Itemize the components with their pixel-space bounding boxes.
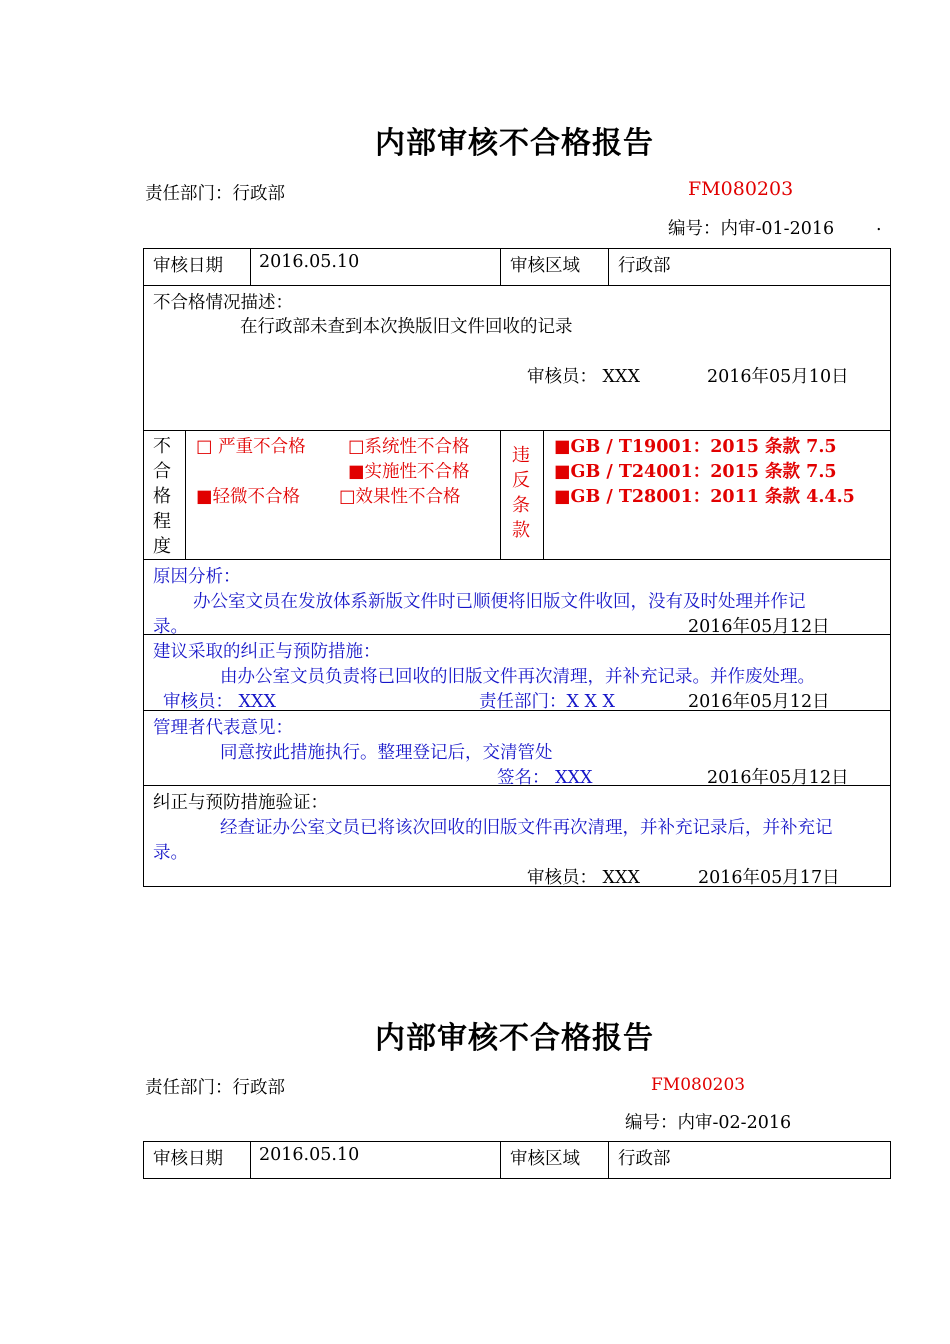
clauses-cell [544, 431, 891, 560]
cause-label: 原因分析： [153, 567, 241, 587]
audit-area-cell [609, 249, 891, 286]
description-auditor: 审核员： XXX [527, 367, 640, 387]
manager-opinion-cell [144, 711, 891, 786]
severity-label-cell [144, 431, 186, 560]
verification-text-continued: 录。 [153, 843, 188, 863]
nonconformity-report-table [143, 1141, 891, 1179]
violated-clause-label: 违 反 条 款 [512, 445, 530, 541]
responsible-department: 责任部门：行政部 [145, 184, 285, 204]
clause-item: ■GB / T19001：2015 条款 7.5 [554, 437, 837, 457]
audit-area-value: 行政部 [618, 256, 671, 276]
manager-text: 同意按此措施执行。整理登记后，交清管处 [220, 743, 553, 763]
serial-number: 编号：内审-02-2016 [625, 1113, 792, 1133]
severity-label: 不 合 格 程 度 [153, 436, 171, 557]
action-responsible-department: 责任部门：X X X [479, 692, 616, 712]
audit-date-value: 2016.05.10 [259, 252, 360, 272]
form-code: FM080203 [651, 1075, 746, 1095]
severity-serious: □ 严重不合格 [196, 437, 306, 457]
cause-text: 办公室文员在发放体系新版文件时已顺便将旧版文件收回，没有及时处理并作记 [193, 592, 806, 612]
description-cell [144, 286, 891, 431]
report-title: 内部审核不合格报告 [375, 1021, 654, 1056]
form-code: FM080203 [688, 178, 794, 200]
verification-text: 经查证办公室文员已将该次回收的旧版文件再次清理，并补充记录后，并补充记 [220, 818, 833, 838]
severity-options-cell [186, 431, 501, 560]
description-label: 不合格情况描述： [153, 293, 293, 313]
manager-label: 管理者代表意见： [153, 718, 293, 738]
action-text: 由办公室文员负责将已回收的旧版文件再次清理，并补充记录。并作废处理。 [220, 667, 815, 687]
verification-cell [144, 786, 891, 887]
verification-label: 纠正与预防措施验证： [153, 793, 328, 813]
audit-area-label: 审核区域 [510, 256, 580, 276]
audit-area-label-cell [501, 1142, 609, 1179]
audit-area-value: 行政部 [618, 1149, 671, 1169]
corrective-action-cell [144, 635, 891, 711]
audit-date-cell [251, 1142, 501, 1179]
severity-effectiveness: □效果性不合格 [339, 487, 461, 507]
clause-item: ■GB / T28001：2011 条款 4.4.5 [554, 487, 855, 507]
audit-date-label-cell [144, 1142, 251, 1179]
action-auditor: 审核员： XXX [163, 692, 276, 712]
verification-date: 2016年05月17日 [698, 868, 840, 888]
audit-date-value: 2016.05.10 [259, 1145, 360, 1165]
clause-label-cell [501, 431, 544, 560]
clause-item: ■GB / T24001：2015 条款 7.5 [554, 462, 837, 482]
description-text: 在行政部未查到本次换版旧文件回收的记录 [240, 317, 573, 337]
action-date: 2016年05月12日 [688, 692, 830, 712]
trailing-dot: . [876, 215, 882, 235]
audit-date-label: 审核日期 [153, 256, 223, 276]
cause-date: 2016年05月12日 [688, 617, 830, 637]
description-date: 2016年05月10日 [707, 367, 849, 387]
verification-auditor: 审核员： XXX [527, 868, 640, 888]
audit-date-cell [251, 249, 501, 286]
action-label: 建议采取的纠正与预防措施： [153, 642, 381, 662]
audit-date-label-cell [144, 249, 251, 286]
audit-area-cell [609, 1142, 891, 1179]
audit-date-label: 审核日期 [153, 1149, 223, 1169]
cause-analysis-cell [144, 560, 891, 635]
report-title: 内部审核不合格报告 [375, 126, 654, 161]
serial-number: 编号：内审-01-2016 [668, 219, 835, 239]
manager-date: 2016年05月12日 [707, 768, 849, 788]
manager-signature: 签名： XXX [497, 768, 593, 788]
nonconformity-report-table [143, 248, 891, 887]
audit-area-label-cell [501, 249, 609, 286]
severity-minor: ■轻微不合格 [196, 487, 301, 507]
severity-systemic: □系统性不合格 [348, 437, 470, 457]
responsible-department: 责任部门：行政部 [145, 1078, 285, 1098]
cause-text-continued: 录。 [153, 617, 188, 637]
audit-area-label: 审核区域 [510, 1149, 580, 1169]
severity-implementation: ■实施性不合格 [348, 462, 470, 482]
